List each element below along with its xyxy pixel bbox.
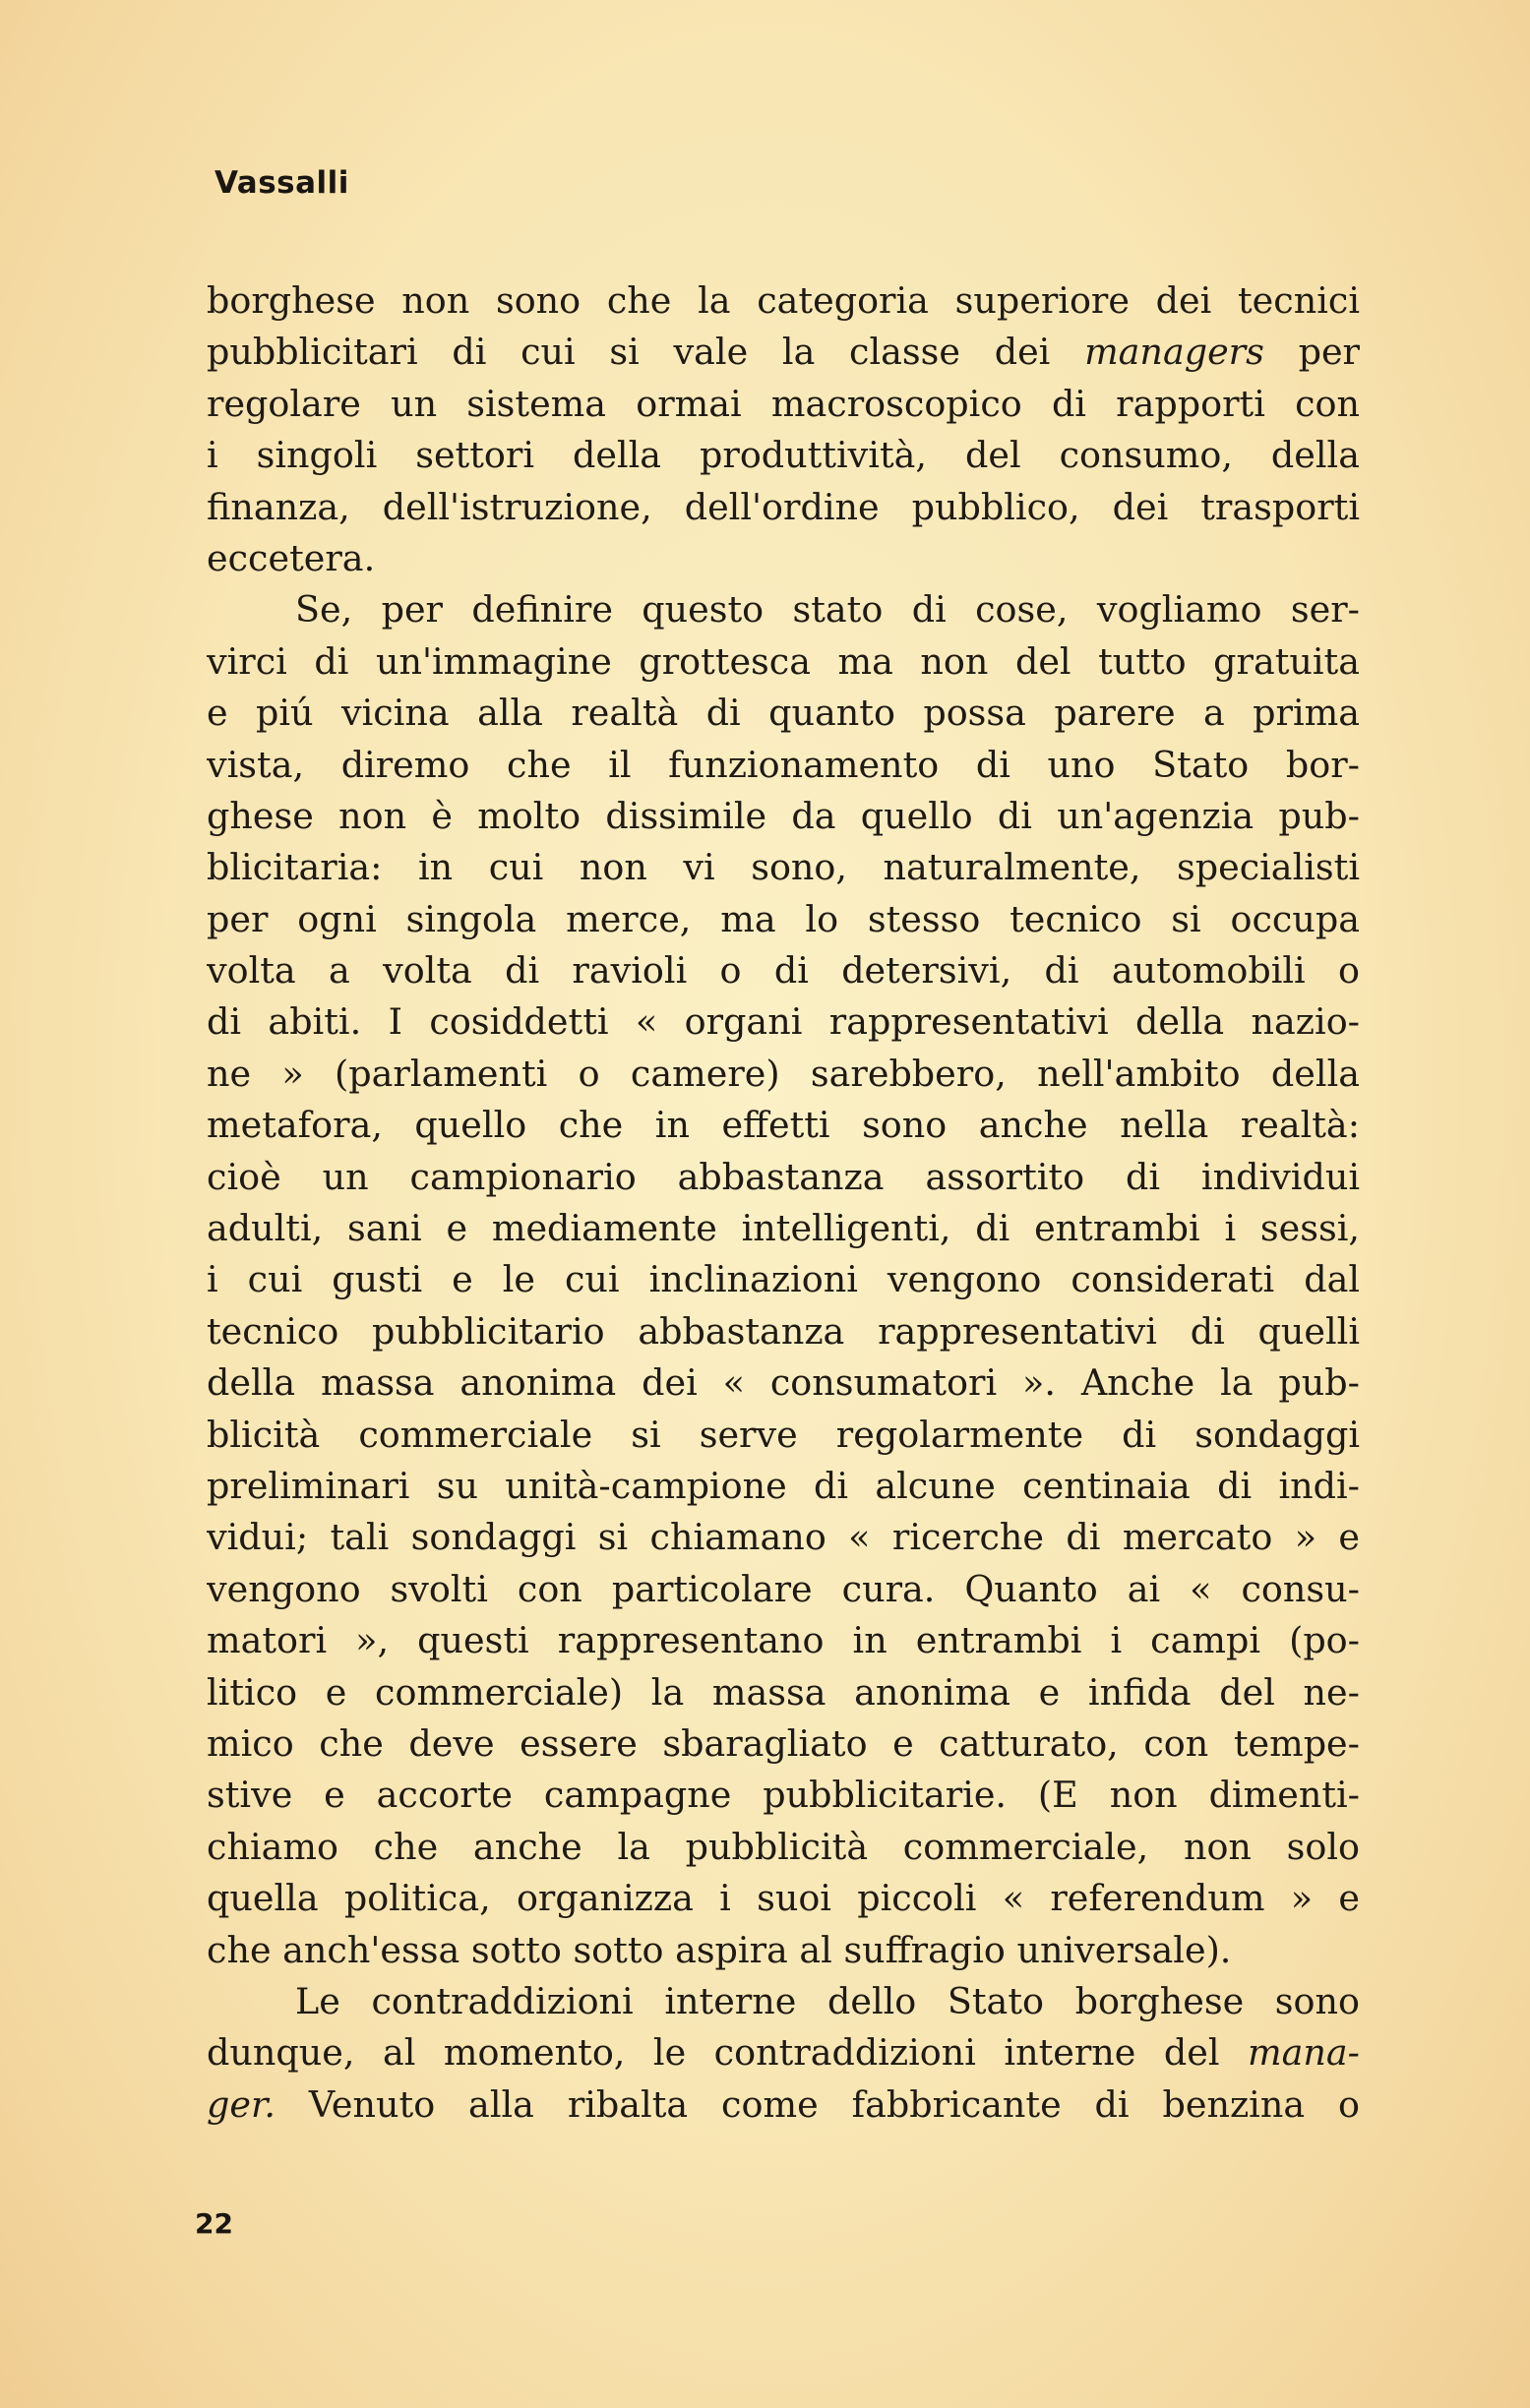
text-line <box>207 275 1360 327</box>
text-line <box>207 996 1360 1048</box>
line-text: chiamo che anche la pubblicità commerciale, non solo <box>207 1825 1360 1868</box>
line-text: vidui; tali sondaggi si chiamano « ricerche di mercato » e <box>207 1516 1360 1559</box>
text-line <box>207 636 1360 688</box>
text-line <box>207 1461 1360 1512</box>
line-text: di abiti. I cosiddetti « organi rappresentativi della nazio- <box>207 1000 1360 1044</box>
line-text: volta a volta di ravioli o di detersivi, di automobili o <box>207 949 1360 993</box>
text-line <box>207 1667 1360 1718</box>
line-text: dunque, al momento, le contraddizioni interne del <box>207 2031 1249 2075</box>
text-line <box>207 1357 1360 1409</box>
line-text: Se, per definire questo stato di cose, vogliamo ser- <box>295 588 1360 632</box>
line-text: borghese non sono che la categoria superiore dei tecnici <box>207 279 1360 322</box>
text-line <box>207 584 1360 635</box>
text-line <box>207 1615 1360 1666</box>
text-line <box>207 740 1360 791</box>
line-text: blicità commerciale si serve regolarmente di sondaggi <box>207 1413 1360 1456</box>
text-line <box>207 894 1360 945</box>
text-line <box>207 2027 1360 2078</box>
line-text: vengono svolti con particolare cura. Quanto ai « consu- <box>207 1567 1360 1610</box>
line-text: cioè un campionario abbastanza assortito di individui <box>207 1155 1360 1198</box>
line-text: litico e commerciale) la massa anonima e infida del ne- <box>207 1670 1360 1714</box>
text-line <box>207 1718 1360 1770</box>
italic-word: mana- <box>1248 2031 1360 2075</box>
line-text: pubblicitari di cui si vale la classe dei <box>207 331 1085 374</box>
line-text: finanza, dell'istruzione, dell'ordine pubblico, dei trasporti <box>207 485 1360 528</box>
line-text: i cui gusti e le cui inclinazioni vengono considerati dal <box>207 1258 1360 1301</box>
line-text: regolare un sistema ormai macroscopico di rapporti con <box>207 382 1360 425</box>
line-text: stive e accorte campagne pubblicitarie. (E non dimenti- <box>207 1774 1360 1817</box>
text-line <box>207 1049 1360 1100</box>
line-text: preliminari su unità-campione di alcune centinaia di indi- <box>207 1464 1360 1507</box>
text-line <box>207 791 1360 842</box>
text-line <box>207 327 1360 378</box>
line-text-after: per <box>1263 331 1360 374</box>
line-text: tecnico pubblicitario abbastanza rappresentativi di quelli <box>207 1309 1360 1353</box>
line-text: che anch'essa sotto sotto aspira al suffragio universale). <box>207 1928 1232 1971</box>
line-text: Le contraddizioni interne dello Stato borghese sono <box>295 1979 1360 2022</box>
line-text: adulti, sani e mediamente intelligenti, di entrambi i sessi, <box>207 1207 1360 1250</box>
text-line <box>207 1873 1360 1924</box>
text-line <box>207 1254 1360 1305</box>
line-text: ne » (parlamenti o camere) sarebbero, nell'ambito della <box>207 1052 1360 1095</box>
text-line <box>207 1822 1360 1873</box>
running-head: Vassalli <box>214 165 349 201</box>
text-line <box>207 1564 1360 1615</box>
text-line <box>207 1203 1360 1254</box>
line-text: blicitaria: in cui non vi sono, naturalmente, specialisti <box>207 846 1360 889</box>
line-text: della massa anonima dei « consumatori ». Anche la pub- <box>207 1361 1360 1405</box>
text-line <box>207 430 1360 481</box>
text-line <box>207 379 1360 430</box>
line-text: virci di un'immagine grottesca ma non del tutto gratuita <box>207 639 1360 683</box>
text-line <box>207 1152 1360 1203</box>
line-text: eccetera. <box>207 536 376 579</box>
line-text: vista, diremo che il funzionamento di uno Stato bor- <box>207 743 1360 786</box>
text-line <box>207 1100 1360 1151</box>
text-line <box>207 945 1360 996</box>
italic-word: ger. <box>207 2082 276 2126</box>
text-line <box>207 1976 1360 2027</box>
italic-word: managers <box>1084 331 1264 374</box>
text-line <box>207 482 1360 533</box>
text-line <box>207 1512 1360 1563</box>
line-text: metafora, quello che in effetti sono anche nella realtà: <box>207 1104 1360 1147</box>
text-line <box>207 1410 1360 1461</box>
line-text: quella politica, organizza i suoi piccoli « referendum » e <box>207 1877 1360 1920</box>
text-line <box>207 1306 1360 1357</box>
line-text: e piú vicina alla realtà di quanto possa parere a prima <box>207 692 1360 735</box>
line-text: mico che deve essere sbaragliato e catturato, con tempe- <box>207 1721 1360 1765</box>
body-text <box>207 275 1360 2131</box>
page-number: 22 <box>195 2207 233 2240</box>
line-text: i singoli settori della produttività, del consumo, della <box>207 434 1360 477</box>
text-line <box>207 2079 1360 2131</box>
line-text-after: Venuto alla ribalta come fabbricante di benzina o <box>275 2082 1360 2126</box>
text-line <box>207 1925 1360 1976</box>
text-line <box>207 842 1360 893</box>
text-line <box>207 1770 1360 1821</box>
text-line <box>207 688 1360 739</box>
line-text: matori », questi rappresentano in entrambi i campi (po- <box>207 1619 1360 1662</box>
line-text: per ogni singola merce, ma lo stesso tecnico si occupa <box>207 897 1360 940</box>
text-line <box>207 533 1360 584</box>
line-text: ghese non è molto dissimile da quello di un'agenzia pub- <box>207 794 1360 837</box>
